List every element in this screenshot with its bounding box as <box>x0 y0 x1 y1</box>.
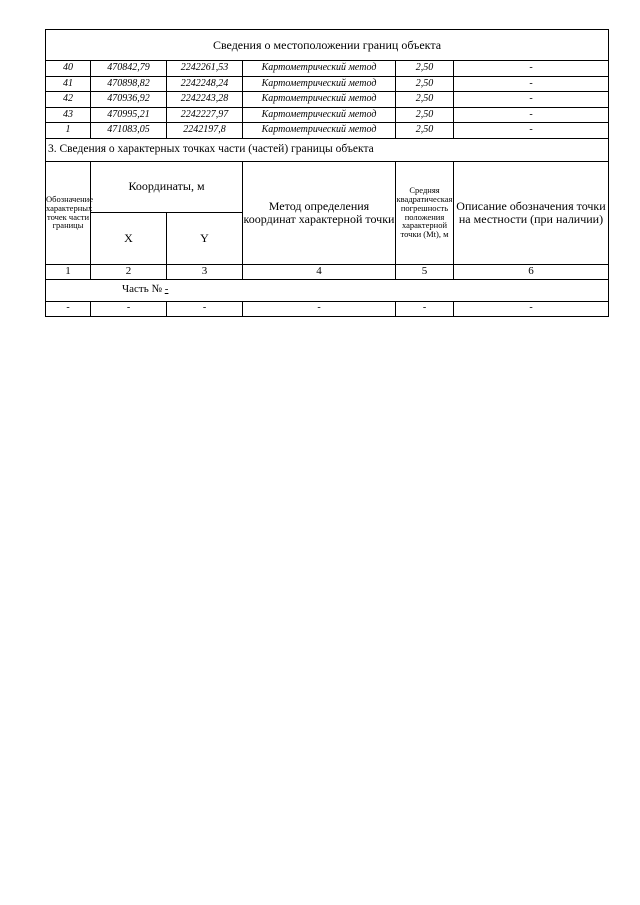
cell-empty: - <box>243 301 396 316</box>
cell-accuracy: 2,50 <box>396 76 454 92</box>
cell-coord-x: 470842,79 <box>91 61 167 77</box>
header-accuracy: Средняя квадратическая погрешность положения характерной точки (Мt), м <box>396 161 454 264</box>
cell-method: Картометрический метод <box>243 123 396 139</box>
cell-method: Картометрический метод <box>243 107 396 123</box>
header-description: Описание обозначения точки на местности (при наличии) <box>454 161 609 264</box>
header-coords: Координаты, м <box>91 161 243 212</box>
cell-description: - <box>454 92 609 108</box>
table-row <box>46 76 609 92</box>
column-numbers-row <box>46 264 609 279</box>
table-row <box>46 61 609 77</box>
cell-coord-x: 470936,92 <box>91 92 167 108</box>
table-row <box>46 123 609 139</box>
cell-accuracy: 2,50 <box>396 123 454 139</box>
cell-method: Картометрический метод <box>243 76 396 92</box>
table-row <box>46 107 609 123</box>
cell-coord-y: 2242248,24 <box>167 76 243 92</box>
table-row <box>46 301 609 316</box>
cell-coord-y: 2242197,8 <box>167 123 243 139</box>
cell-coord-x: 471083,05 <box>91 123 167 139</box>
header-designation: Обозначение характерных точек части границы <box>46 161 91 264</box>
cell-point-number: 42 <box>46 92 91 108</box>
col-number: 3 <box>167 264 243 279</box>
header-x: X <box>91 212 167 264</box>
boundary-table <box>45 29 609 317</box>
header-y: Y <box>167 212 243 264</box>
table-row <box>46 92 609 108</box>
cell-point-number: 43 <box>46 107 91 123</box>
part-number: - <box>164 283 169 296</box>
col-number: 2 <box>91 264 167 279</box>
cell-accuracy: 2,50 <box>396 92 454 108</box>
cell-description: - <box>454 76 609 92</box>
cell-coord-x: 470898,82 <box>91 76 167 92</box>
col-number: 6 <box>454 264 609 279</box>
part-label: Часть № <box>122 283 162 296</box>
cell-empty: - <box>454 301 609 316</box>
cell-accuracy: 2,50 <box>396 61 454 77</box>
cell-coord-y: 2242227,97 <box>167 107 243 123</box>
header-method: Метод определения координат характерной точки <box>243 161 396 264</box>
part-row <box>46 279 609 301</box>
cell-description: - <box>454 107 609 123</box>
cell-empty: - <box>396 301 454 316</box>
cell-description: - <box>454 123 609 139</box>
cell-empty: - <box>167 301 243 316</box>
cell-method: Картометрический метод <box>243 61 396 77</box>
cell-point-number: 1 <box>46 123 91 139</box>
cell-empty: - <box>46 301 91 316</box>
cell-empty: - <box>91 301 167 316</box>
cell-coord-x: 470995,21 <box>91 107 167 123</box>
cell-method: Картометрический метод <box>243 92 396 108</box>
cell-coord-y: 2242243,28 <box>167 92 243 108</box>
cell-point-number: 41 <box>46 76 91 92</box>
cell-point-number: 40 <box>46 61 91 77</box>
col-number: 5 <box>396 264 454 279</box>
cell-coord-y: 2242261,53 <box>167 61 243 77</box>
section-3-title: 3. Сведения о характерных точках части (частей) границы объекта <box>46 138 609 161</box>
cell-description: - <box>454 61 609 77</box>
table-title: Сведения о местоположении границ объекта <box>46 30 609 61</box>
cell-accuracy: 2,50 <box>396 107 454 123</box>
col-number: 1 <box>46 264 91 279</box>
col-number: 4 <box>243 264 396 279</box>
